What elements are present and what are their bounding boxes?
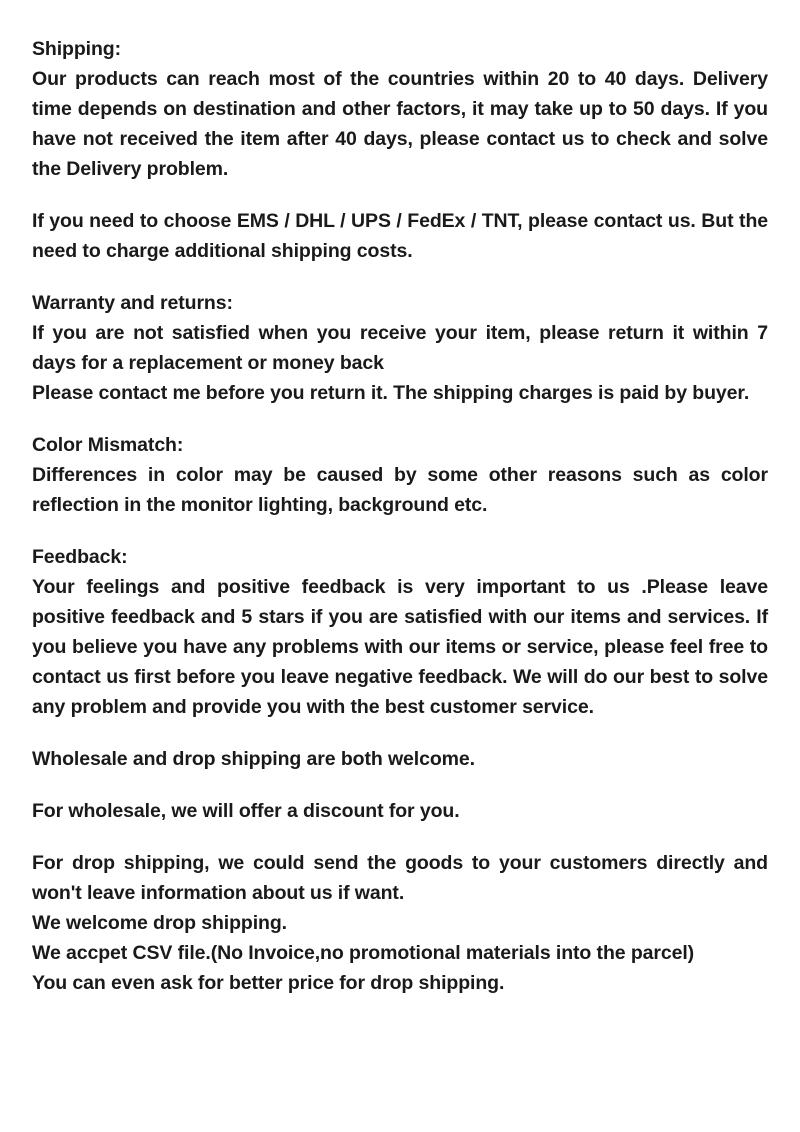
section-color-mismatch [32, 430, 768, 520]
section-paragraph-dropshipping-1: For drop shipping, we could send the goods to your customers directly and won't leave information about us if want. [32, 852, 768, 904]
section-paragraph-feedback-1: Your feelings and positive feedback is very important to us .Please leave positive feedback and 5 stars if you are satisfied with our items and services. If you believe you have any problems with our items or service, please feel free to contact us first before you leave negative feedback. We will do our best to solve any problem and provide you with the best customer service. [32, 576, 768, 718]
section-paragraph-dropshipping-3: We accpet CSV file.(No Invoice,no promotional materials into the parcel) [32, 942, 695, 964]
section-heading-warranty: Warranty and returns: [32, 292, 233, 314]
section-paragraph-express-1: If you need to choose EMS / DHL / UPS / FedEx / TNT, please contact us. But the need to charge additional shipping costs. [32, 210, 768, 262]
section-shipping [32, 34, 768, 184]
section-paragraph-color-mismatch-1: Differences in color may be caused by some other reasons such as color reflection in the monitor lighting, background etc. [32, 464, 768, 516]
section-drop-shipping [32, 848, 768, 998]
section-paragraph-wholesale-welcome: Wholesale and drop shipping are both welcome. [32, 748, 475, 770]
section-paragraph-wholesale-discount: For wholesale, we will offer a discount for you. [32, 800, 460, 822]
section-paragraph-shipping-1: Our products can reach most of the countries within 20 to 40 days. Delivery time depends on destination and other factors, it may take up to 50 days. If you have not received the item after 40 days, please contact us to check and solve the Delivery problem. [32, 68, 768, 180]
section-paragraph-dropshipping-4: You can even ask for better price for drop shipping. [32, 972, 505, 994]
section-paragraph-dropshipping-2: We welcome drop shipping. [32, 912, 287, 934]
section-heading-feedback: Feedback: [32, 546, 128, 568]
section-feedback [32, 542, 768, 722]
section-wholesale-discount [32, 796, 768, 826]
section-express-options [32, 206, 768, 266]
section-warranty-and-returns [32, 288, 768, 408]
section-paragraph-warranty-1: If you are not satisfied when you receive your item, please return it within 7 days for a replacement or money back [32, 322, 768, 374]
section-heading-color-mismatch: Color Mismatch: [32, 434, 184, 456]
section-wholesale-dropshipping-welcome [32, 744, 768, 774]
section-paragraph-warranty-2: Please contact me before you return it. The shipping charges is paid by buyer. [32, 382, 750, 404]
section-heading-shipping: Shipping: [32, 38, 121, 60]
